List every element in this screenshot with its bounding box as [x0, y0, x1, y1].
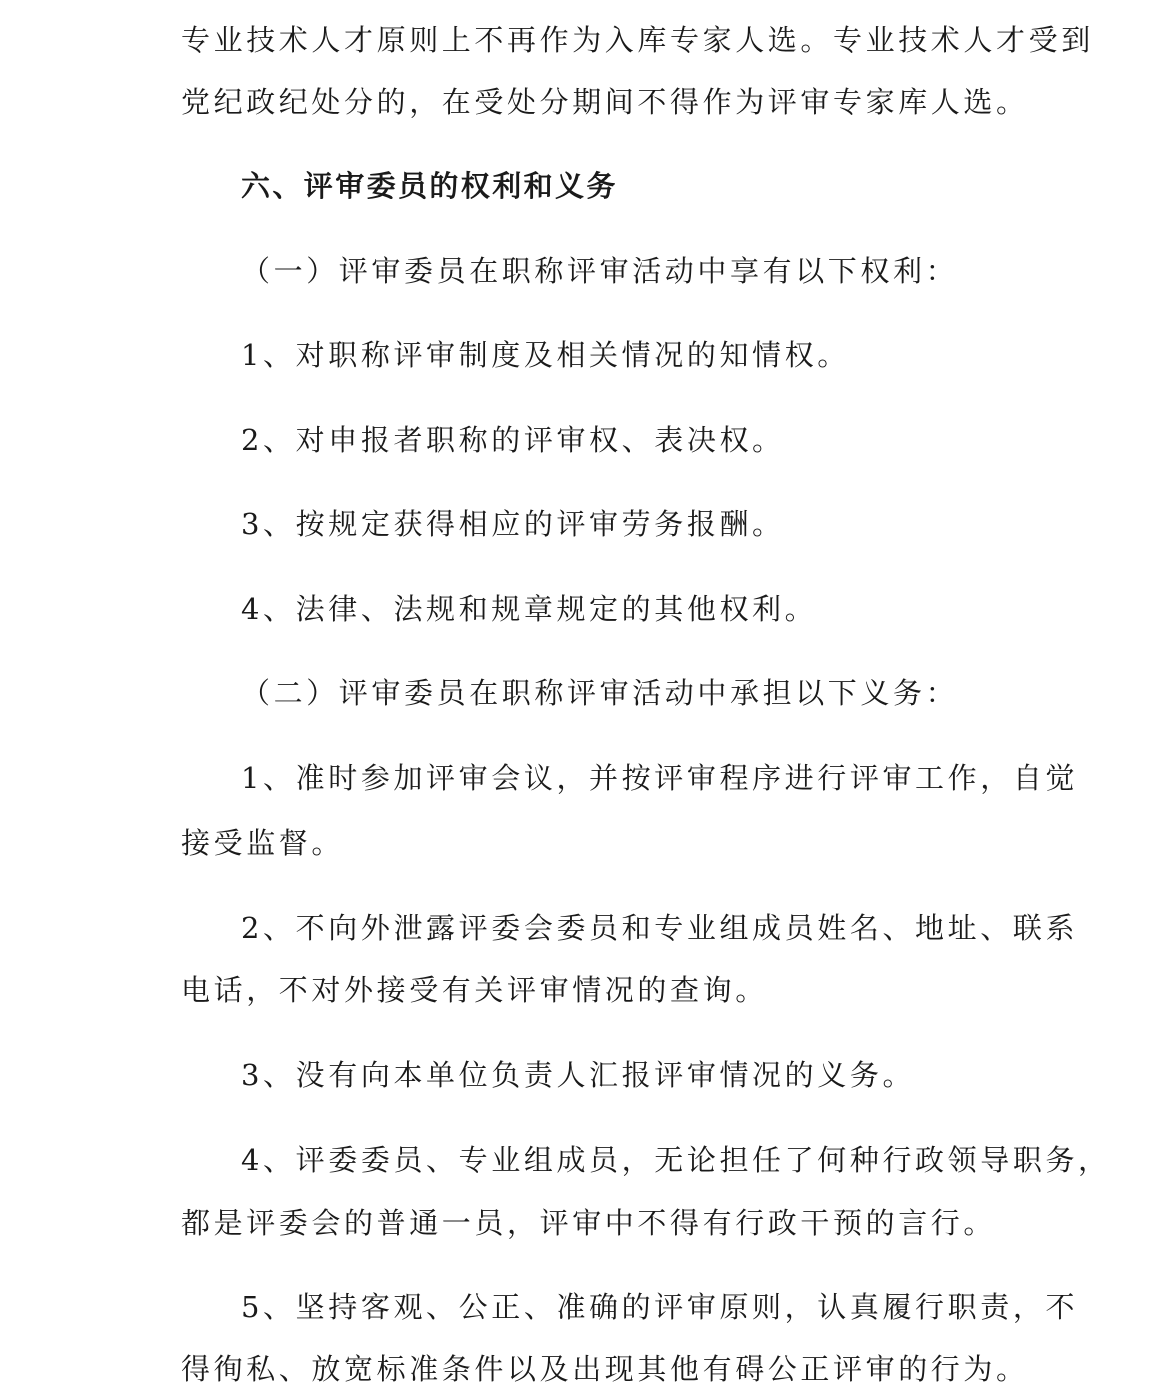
obligations-item-4-line-1: 4、评委委员、专业组成员，无论担任了何种行政领导职务， [241, 1143, 1111, 1177]
obligations-item-2-line-1: 2、不向外泄露评委会委员和专业组成员姓名、地址、联系 [241, 911, 1079, 945]
obligations-item-5-line-2: 得徇私、放宽标准条件以及出现其他有碍公正评审的行为。 [181, 1352, 1029, 1386]
intro-paragraph-line-1: 专业技术人才原则上不再作为入库专家人选。专业技术人才受到 [181, 23, 1094, 57]
rights-item-1: 1、对职称评审制度及相关情况的知情权。 [241, 338, 850, 372]
obligations-item-4-line-2: 都是评委会的普通一员，评审中不得有行政干预的言行。 [181, 1206, 997, 1240]
rights-item-3: 3、按规定获得相应的评审劳务报酬。 [241, 507, 785, 541]
obligations-heading: （二）评审委员在职称评审活动中承担以下义务： [241, 676, 959, 710]
rights-item-4: 4、法律、法规和规章规定的其他权利。 [241, 592, 818, 626]
section-heading: 六、评审委员的权利和义务 [241, 169, 618, 203]
obligations-item-1-line-1: 1、准时参加评审会议，并按评审程序进行评审工作，自觉 [241, 761, 1079, 795]
obligations-item-1-line-2: 接受监督。 [181, 826, 345, 860]
rights-heading: （一）评审委员在职称评审活动中享有以下权利： [241, 254, 959, 288]
rights-item-2: 2、对申报者职称的评审权、表决权。 [241, 423, 785, 457]
intro-paragraph-line-2: 党纪政纪处分的，在受处分期间不得作为评审专家库人选。 [181, 85, 1029, 119]
obligations-item-3: 3、没有向本单位负责人汇报评审情况的义务。 [241, 1058, 916, 1092]
obligations-item-2-line-2: 电话，不对外接受有关评审情况的查询。 [181, 973, 768, 1007]
obligations-item-5-line-1: 5、坚持客观、公正、准确的评审原则，认真履行职责，不 [241, 1290, 1079, 1324]
